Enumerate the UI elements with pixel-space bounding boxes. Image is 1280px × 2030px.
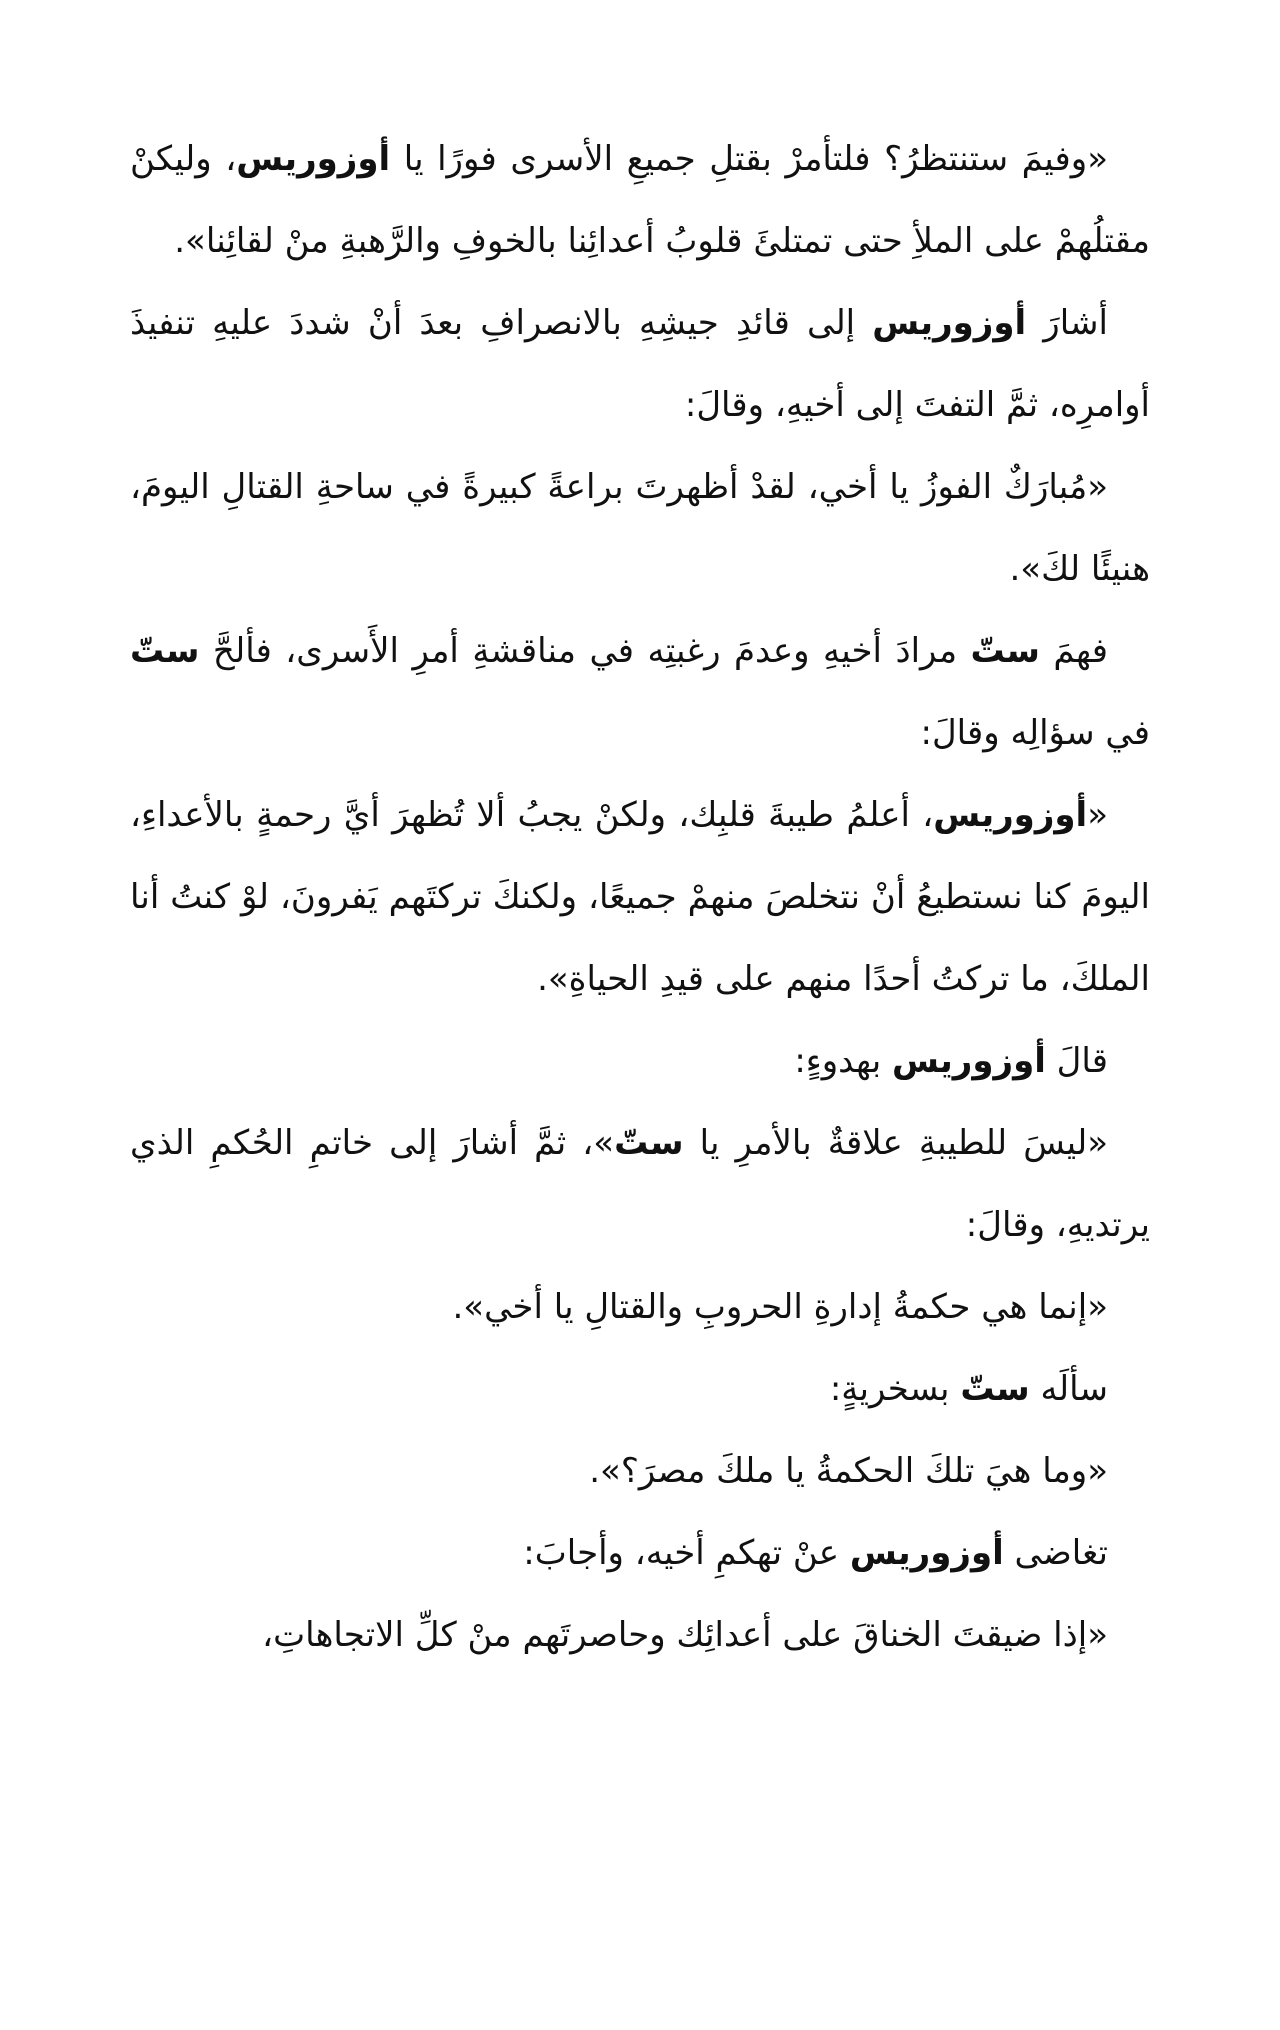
paragraph-text: »، ثمَّ أشارَ إلى خاتمِ الحُكمِ الذي يرتديهِ، وقالَ: <box>130 1123 1150 1245</box>
paragraph-text: مرادَ أخيهِ وعدمَ رغبتِه في مناقشةِ أمرِ الأَسرى، فألحَّ <box>199 631 971 671</box>
paragraph <box>130 1266 1150 1348</box>
paragraph-text: تغاضى <box>1003 1533 1108 1573</box>
book-page <box>130 118 1150 1676</box>
character-name: أوزوريس <box>891 1041 1046 1081</box>
paragraph <box>130 1102 1150 1266</box>
paragraph-text: «وفيمَ ستنتظرُ؟ فلتأمرْ بقتلِ جميعِ الأسرى فورًا يا <box>390 139 1108 179</box>
character-name: أوزوريس <box>849 1533 1004 1573</box>
paragraph-text: سألَه <box>1029 1369 1108 1409</box>
paragraph-text: في سؤالِه وقالَ: <box>920 713 1150 753</box>
paragraph-text: « <box>1087 795 1108 835</box>
paragraph <box>130 282 1150 446</box>
paragraph <box>130 774 1150 1020</box>
paragraph-text: «إذا ضيقتَ الخناقَ على أعدائِك وحاصرتَهم منْ كلِّ الاتجاهاتِ، <box>262 1615 1108 1655</box>
paragraph-text: بسخريةٍ: <box>829 1369 961 1409</box>
paragraph-text: «وما هيَ تلكَ الحكمةُ يا ملكَ مصرَ؟». <box>589 1451 1108 1491</box>
character-name: أوزوريس <box>933 795 1088 835</box>
paragraph <box>130 1594 1150 1676</box>
paragraph-text: بهدوءٍ: <box>794 1041 892 1081</box>
character-name: أوزوريس <box>236 139 391 179</box>
paragraph-text: فهمَ <box>1039 631 1108 671</box>
paragraph <box>130 118 1150 282</box>
paragraph-text: «مُبارَكٌ الفوزُ يا أخي، لقدْ أظهرتَ براعةً كبيرةً في ساحةِ القتالِ اليومَ، هنيئًا لكَ». <box>130 467 1150 589</box>
character-name: ستّ <box>614 1123 684 1163</box>
paragraph-text: إلى قائدِ جيشِهِ بالانصرافِ بعدَ أنْ شددَ عليهِ تنفيذَ أوامرِه، ثمَّ التفتَ إلى أخيهِ، وقالَ: <box>130 303 1150 425</box>
paragraph <box>130 610 1150 774</box>
character-name: أوزوريس <box>872 303 1027 343</box>
paragraph <box>130 1348 1150 1430</box>
character-name: ستّ <box>960 1369 1030 1409</box>
paragraph-text: ، أعلمُ طيبةَ قلبِك، ولكنْ يجبُ ألا تُظهرَ أيَّ رحمةٍ بالأعداءِ، اليومَ كنا نستطيعُ أنْ نتخلصَ منهمْ جميعًا، ولكنكَ تركتَهم يَفرونَ، لوْ كنتُ أنا الملكَ، ما تركتُ أحدًا منهم على قيدِ الحياةِ». <box>130 795 1150 999</box>
paragraph-text: قالَ <box>1045 1041 1108 1081</box>
paragraph-text: «إنما هي حكمةُ إدارةِ الحروبِ والقتالِ يا أخي». <box>452 1287 1108 1327</box>
character-name: ستّ <box>970 631 1040 671</box>
character-name: ستّ <box>130 631 200 671</box>
paragraph-text: عنْ تهكمِ أخيه، وأجابَ: <box>523 1533 850 1573</box>
paragraph-text: أشارَ <box>1026 303 1108 343</box>
paragraph-text: «ليسَ للطيبةِ علاقةٌ بالأمرِ يا <box>683 1123 1109 1163</box>
paragraph <box>130 1430 1150 1512</box>
paragraph <box>130 446 1150 610</box>
paragraph <box>130 1512 1150 1594</box>
paragraph-text: ، وليكنْ مقتلُهمْ على الملأِ حتى تمتلئَ قلوبُ أعدائِنا بالخوفِ والرَّهبةِ منْ لقائِنا». <box>130 139 1150 261</box>
paragraph <box>130 1020 1150 1102</box>
